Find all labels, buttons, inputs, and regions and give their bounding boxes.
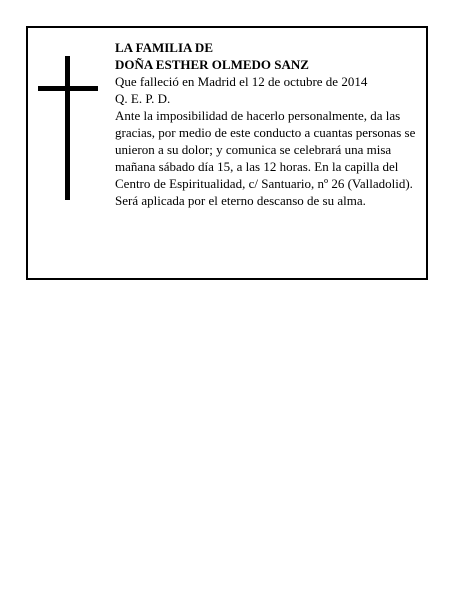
notice-text [115,39,421,209]
obituary-notice [26,26,428,280]
cross-horizontal-bar [38,86,98,91]
cross-icon [38,56,98,200]
notice-body: Ante la imposibilidad de hacerlo personalmente, da las gracias, por medio de este conducto a cuantas personas se unieron a su dolor; y comunica se celebrará una misa mañana sábado día 15, a las 12 horas. En la capilla del Centro de Espiritualidad, c/ Santuario, nº 26 (Valladolid). Será aplicada por el eterno descanso de su alma. [115,108,416,208]
death-date-line: Que falleció en Madrid el 12 de octubre de 2014 [115,74,368,89]
heading-deceased-name: DOÑA ESTHER OLMEDO SANZ [115,57,309,72]
rip-line: Q. E. P. D. [115,91,171,106]
heading-family: LA FAMILIA DE [115,40,213,55]
cross-vertical-bar [65,56,70,200]
